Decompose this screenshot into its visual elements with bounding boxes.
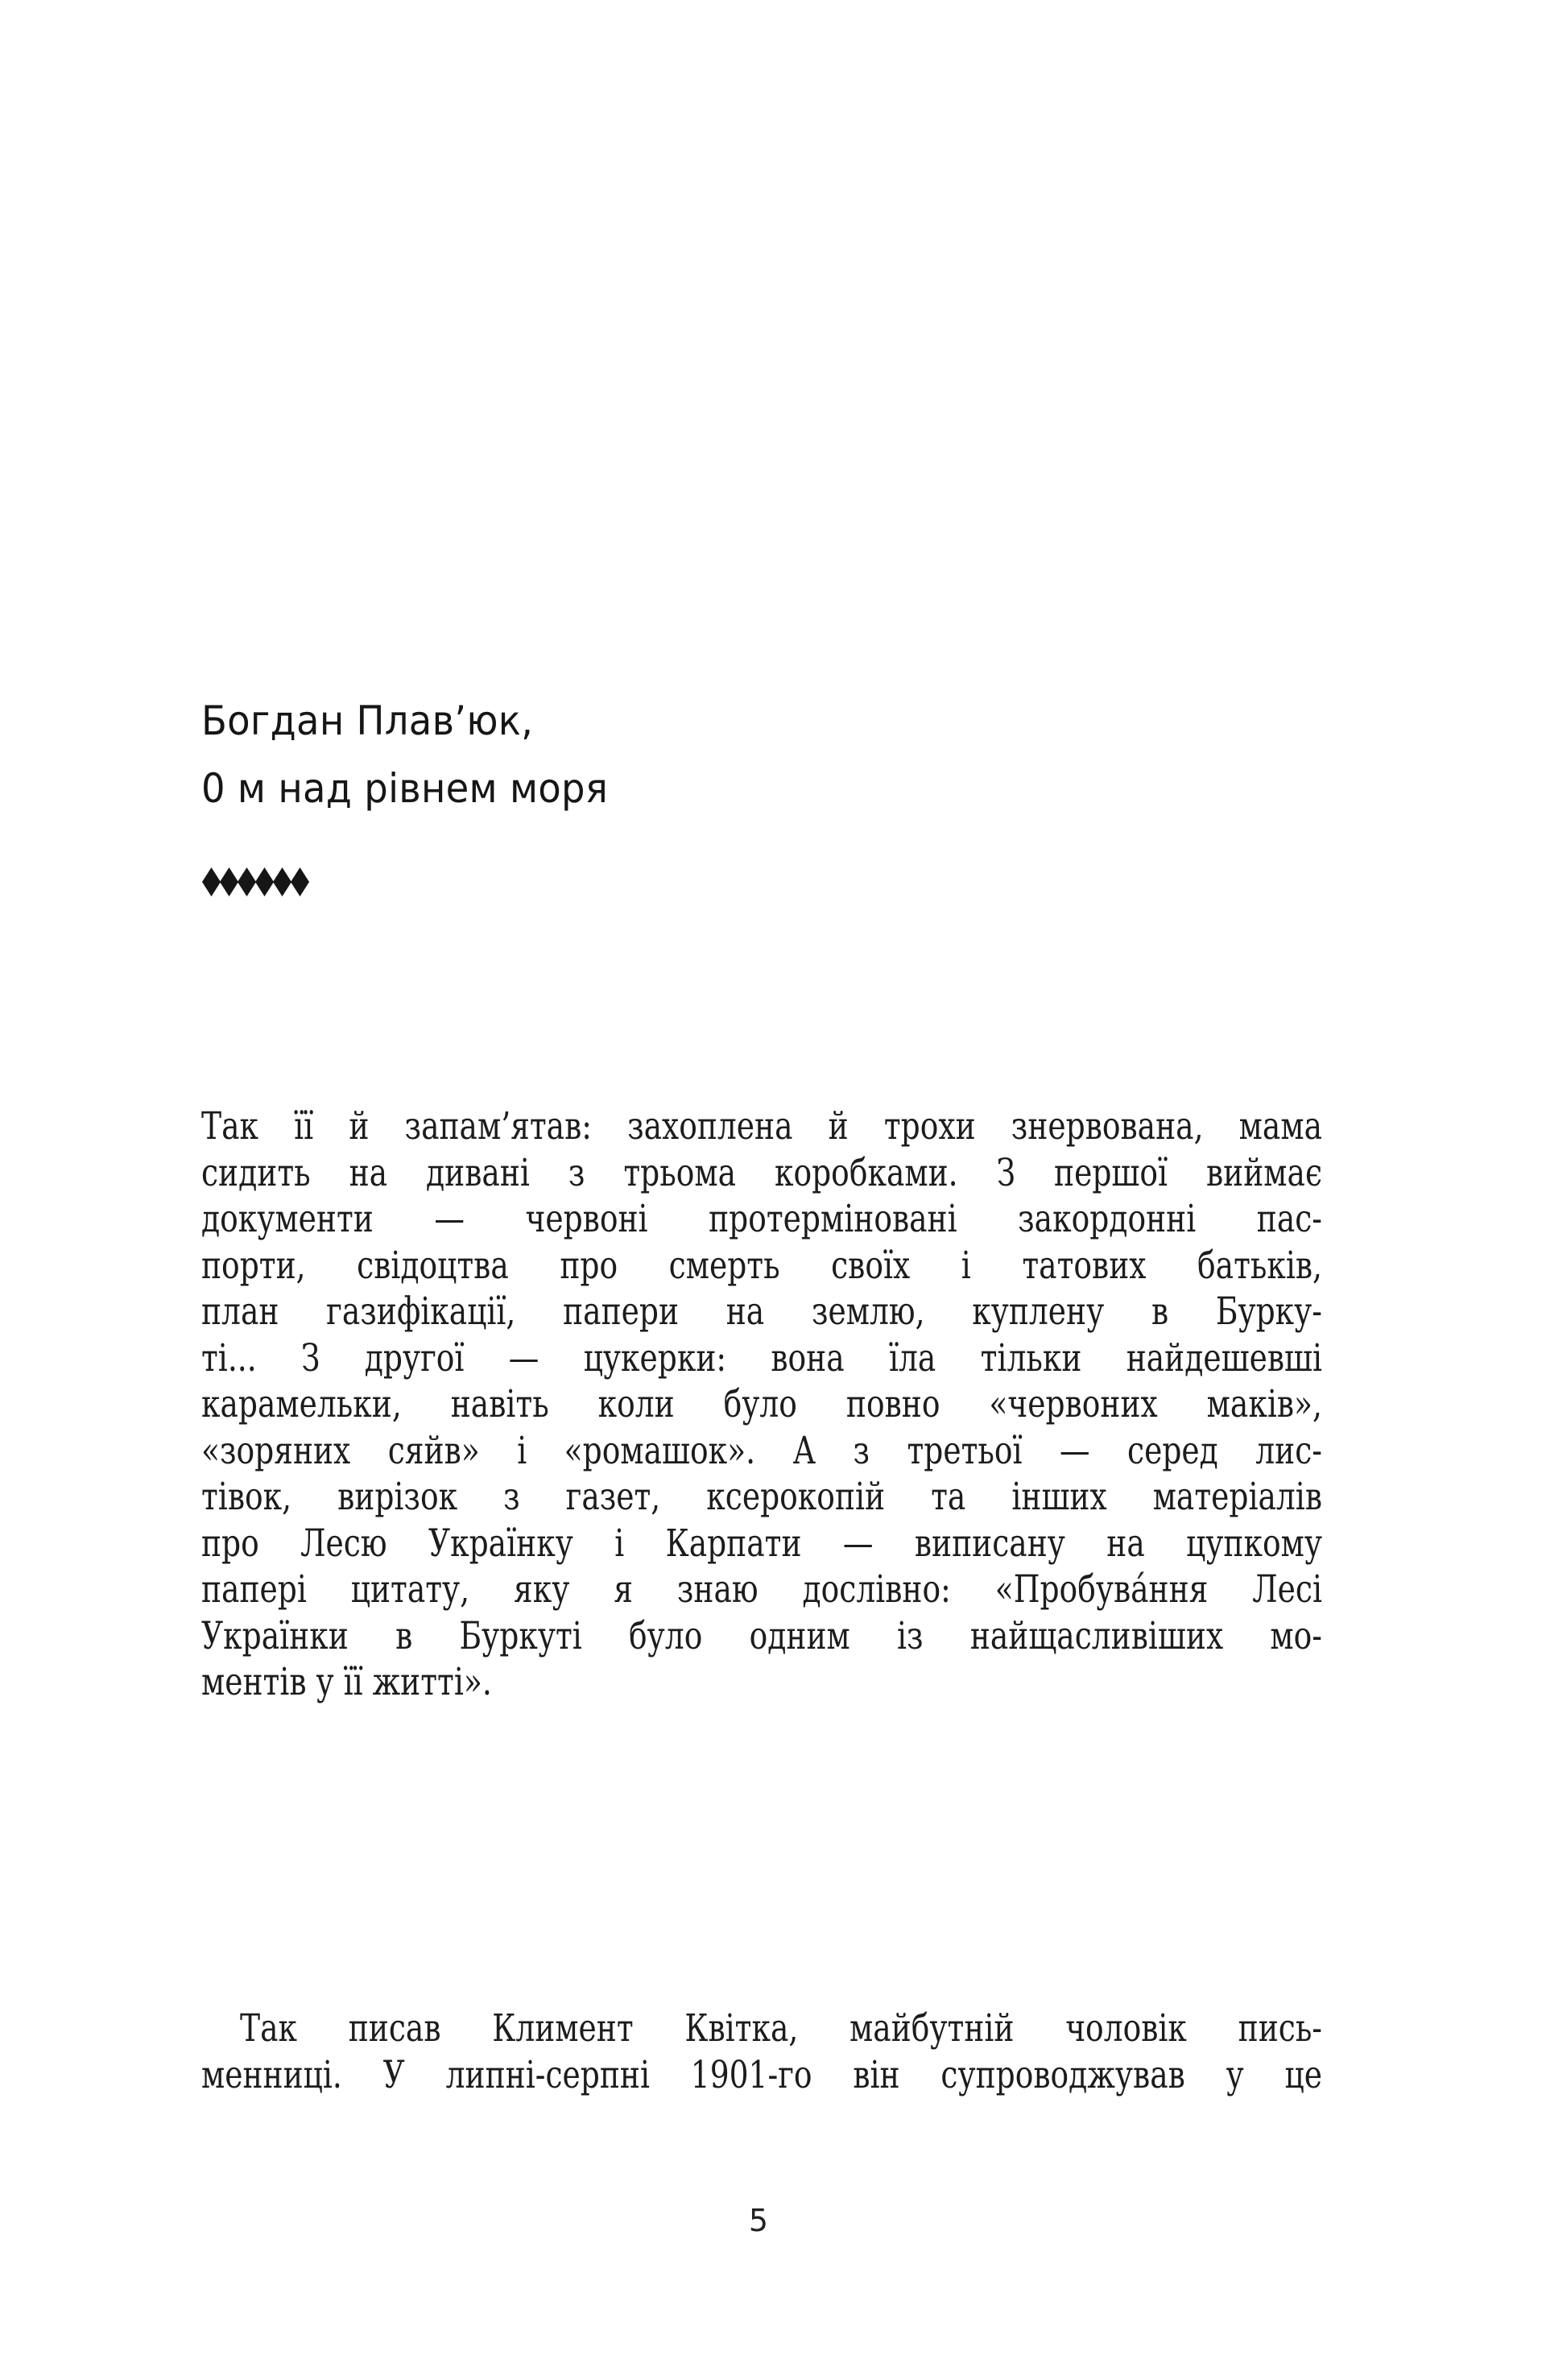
text-line: Так її й запам’ятав: захоплена й трохи знервована, мама — [201, 1104, 1322, 1149]
chapter-ornament — [202, 867, 308, 896]
text-line: ментів у її житті». — [201, 1660, 492, 1704]
diamond-icon — [291, 867, 309, 896]
text-line: тівок, вирізок з газет, ксерокопій та інших матеріалів — [201, 1475, 1322, 1519]
text-line: документи — червоні протерміновані закордонні пас- — [201, 1197, 1322, 1241]
text-line: про Лесю Українку і Карпати — виписану на цупкому — [201, 1521, 1322, 1566]
text-line: менниці. У липні-серпні 1901-го він супроводжував у це — [201, 2052, 1322, 2097]
chapter-title — [201, 687, 608, 822]
text-line: Так писав Климент Квітка, майбутній чоловік пись- — [240, 2006, 1322, 2051]
diamond-icon — [202, 867, 221, 896]
chapter-title-line-author: Богдан Плав’юк, — [201, 697, 534, 744]
text-line: план газифікації, папери на землю, куплену в Бурку- — [201, 1289, 1322, 1334]
text-line: сидить на дивані з трьома коробками. З першої виймає — [201, 1150, 1322, 1195]
diamond-icon — [238, 867, 256, 896]
diamond-icon — [273, 867, 291, 896]
text-line: ті... З другої — цукерки: вона їла тільки найдешевші — [201, 1335, 1322, 1380]
diamond-icon — [220, 867, 238, 896]
text-line: Українки в Буркуті було одним із найщасливіших мо- — [201, 1613, 1322, 1658]
text-line: порти, свідоцтва про смерть своїх і татових батьків, — [201, 1243, 1322, 1288]
diamond-icon — [255, 867, 274, 896]
paragraph-1 — [201, 1103, 1322, 1706]
chapter-title-line-subtitle: 0 м над рівнем моря — [201, 765, 609, 812]
text-line: папері цитату, яку я знаю дослівно: «Пробува́ння Лесі — [201, 1567, 1322, 1612]
text-line: «зоряних сяйв» і «ромашок». А з третьої — серед лис- — [201, 1428, 1322, 1473]
paragraph-2 — [201, 2005, 1322, 2098]
page-number: 5 — [748, 2203, 769, 2238]
text-line: карамельки, навіть коли було повно «червоних маків», — [201, 1382, 1322, 1426]
